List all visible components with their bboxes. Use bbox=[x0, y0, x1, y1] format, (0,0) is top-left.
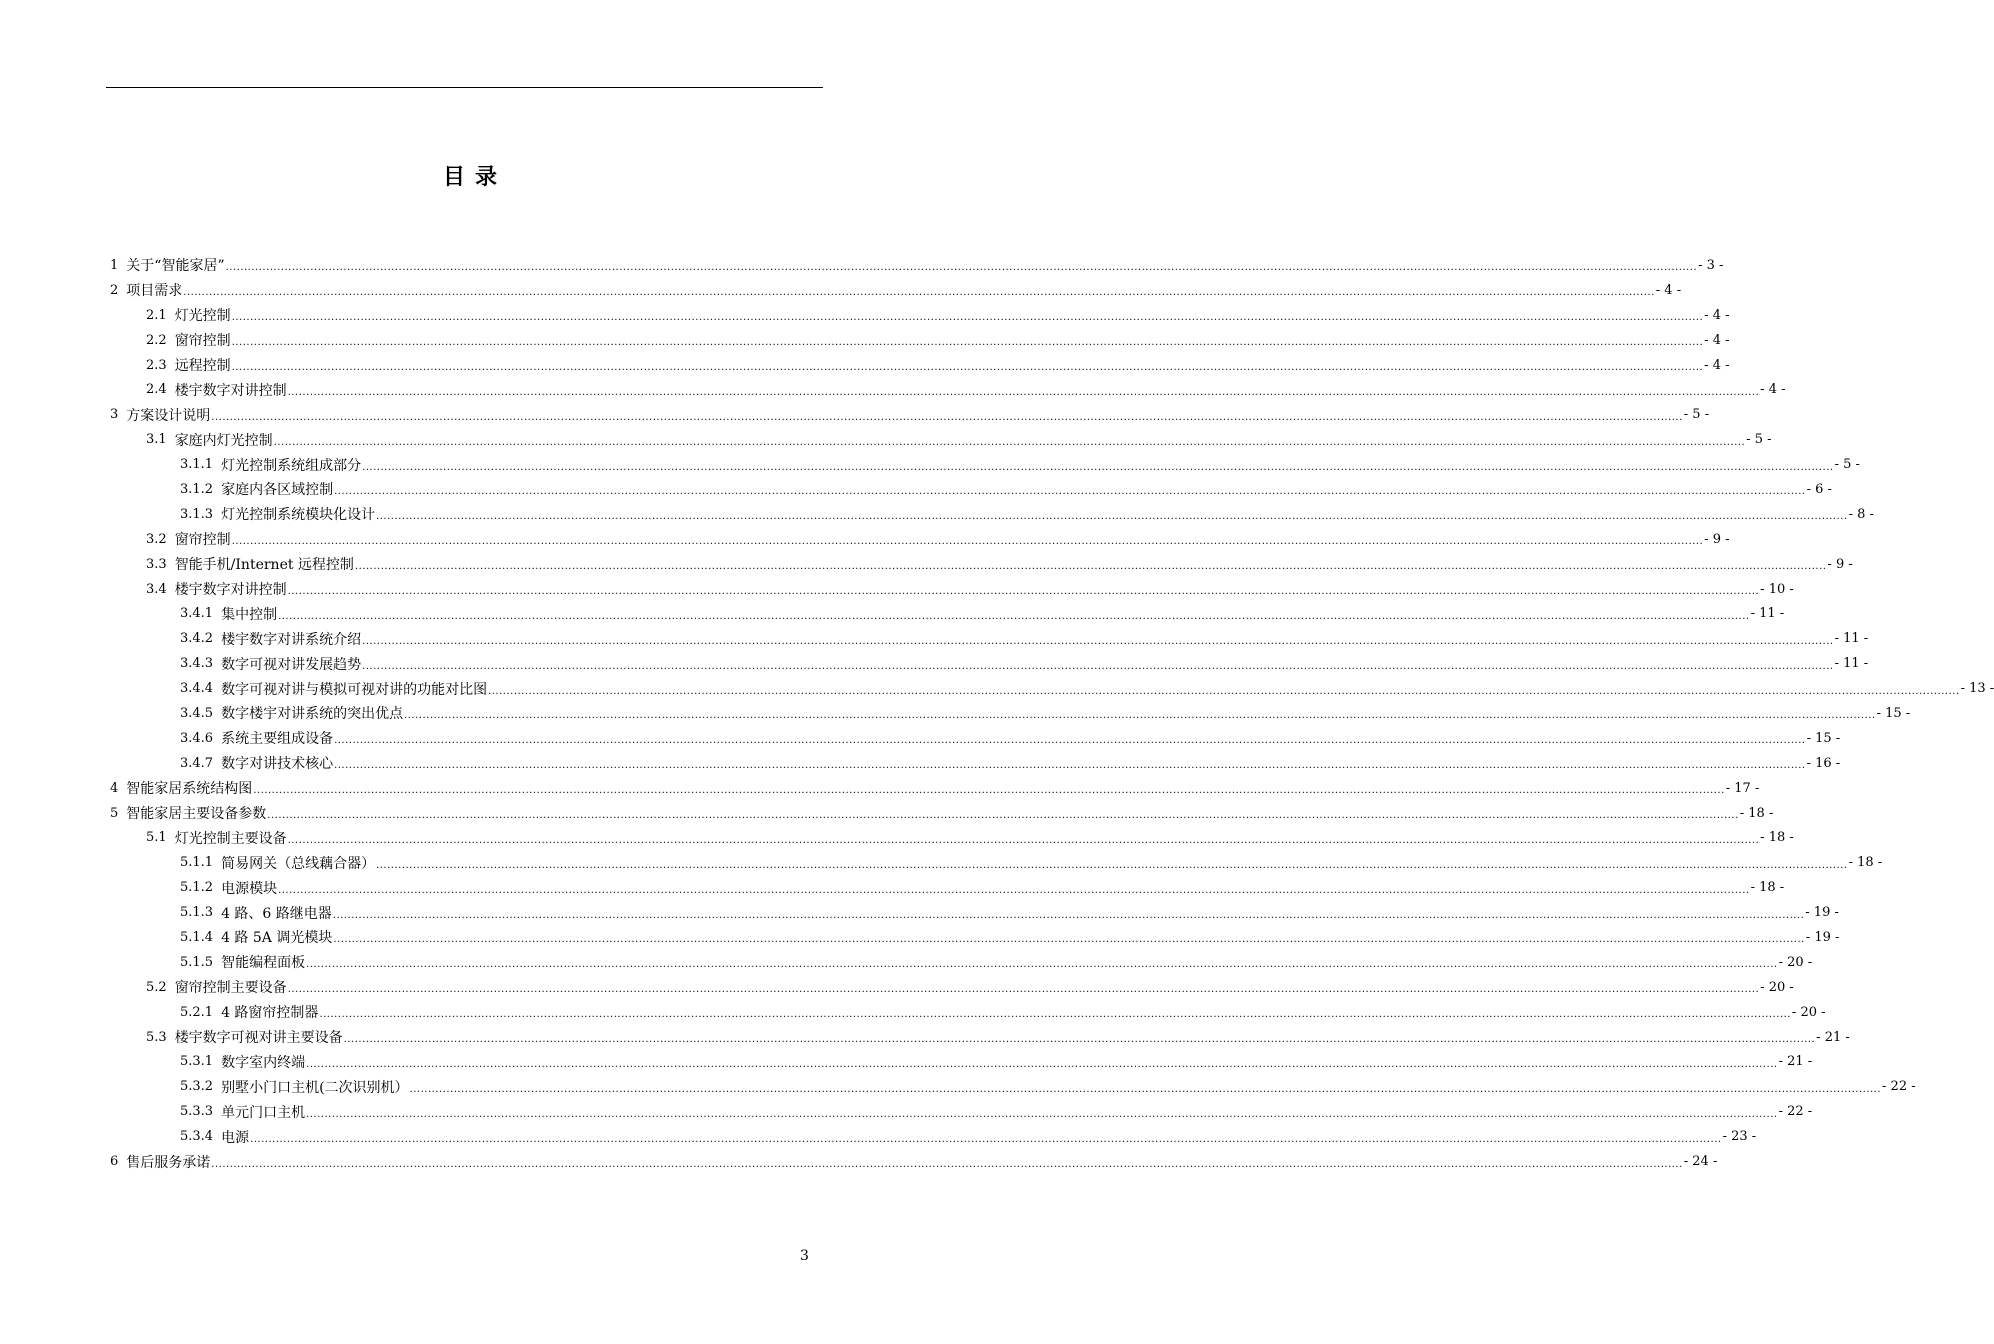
toc-entry[interactable] bbox=[110, 776, 1760, 801]
toc-entry-page: - 5 - bbox=[1746, 432, 1772, 448]
toc-dot-leader: ................................................................................................................................................................................................................................................................................................................................................................................................................ bbox=[287, 834, 1760, 846]
toc-entry-title: 数字室内终端 bbox=[221, 1054, 306, 1071]
toc-entry-page: - 18 - bbox=[1848, 855, 1883, 871]
toc-entry-number: 3.1.3 bbox=[180, 506, 214, 522]
toc-entry[interactable] bbox=[110, 975, 1794, 1000]
toc-entry-title: 4 路、6 路继电器 bbox=[221, 905, 332, 922]
toc-entry-page: - 20 - bbox=[1760, 979, 1794, 995]
toc-entry-title: 灯光控制系统模块化设计 bbox=[221, 507, 376, 524]
toc-dot-leader: ................................................................................................................................................................................................................................................................................................................................................................................................................ bbox=[287, 386, 1760, 398]
toc-entry-number: 5.3.3 bbox=[180, 1104, 214, 1120]
toc-entry[interactable] bbox=[110, 278, 1682, 303]
toc-entry-page: - 4 - bbox=[1655, 282, 1682, 298]
toc-entry[interactable] bbox=[110, 726, 1841, 751]
toc-entry-number: 2.4 bbox=[146, 382, 167, 398]
toc-entry-number: 3 bbox=[110, 407, 119, 423]
toc-entry[interactable] bbox=[110, 801, 1774, 826]
toc-dot-leader: ................................................................................................................................................................................................................................................................................................................................................................................................................ bbox=[319, 1009, 1791, 1021]
toc-entry-title: 窗帘控制 bbox=[174, 532, 231, 549]
toc-entry-page: - 19 - bbox=[1805, 929, 1840, 945]
toc-dot-leader: ................................................................................................................................................................................................................................................................................................................................................................................................................ bbox=[278, 610, 1750, 622]
toc-entry[interactable] bbox=[110, 1050, 1813, 1075]
toc-dot-leader: ................................................................................................................................................................................................................................................................................................................................................................................................................ bbox=[376, 859, 1848, 871]
toc-dot-leader: ................................................................................................................................................................................................................................................................................................................................................................................................................ bbox=[376, 511, 1848, 523]
toc-entry-title: 数字可视对讲与模拟可视对讲的功能对比图 bbox=[221, 681, 488, 698]
toc-entry-title: 家庭内各区域控制 bbox=[221, 482, 334, 499]
toc-entry-title: 4 路 5A 调光模块 bbox=[221, 930, 333, 947]
toc-entry-page: - 23 - bbox=[1722, 1129, 1757, 1145]
toc-entry-title: 楼宇数字对讲系统介绍 bbox=[221, 631, 362, 648]
toc-dot-leader: ................................................................................................................................................................................................................................................................................................................................................................................................................ bbox=[334, 486, 1806, 498]
toc-entry[interactable] bbox=[110, 900, 1839, 925]
toc-dot-leader: ................................................................................................................................................................................................................................................................................................................................................................................................................ bbox=[253, 785, 1725, 797]
toc-entry-page: - 16 - bbox=[1806, 755, 1841, 771]
toc-entry[interactable] bbox=[110, 651, 1869, 676]
toc-entry[interactable] bbox=[110, 477, 1832, 502]
toc-entry-title: 灯光控制系统组成部分 bbox=[221, 457, 362, 474]
toc-entry[interactable] bbox=[110, 452, 1860, 477]
toc-dot-leader: ................................................................................................................................................................................................................................................................................................................................................................................................................ bbox=[211, 411, 1683, 423]
toc-dot-leader: ................................................................................................................................................................................................................................................................................................................................................................................................................ bbox=[332, 909, 1805, 921]
toc-entry-title: 数字对讲技术核心 bbox=[221, 756, 334, 773]
toc-entry-title: 远程控制 bbox=[174, 358, 231, 374]
toc-entry-number: 3.3 bbox=[146, 556, 167, 572]
toc-entry-number: 5.2 bbox=[146, 979, 167, 995]
toc-dot-leader: ................................................................................................................................................................................................................................................................................................................................................................................................................ bbox=[183, 287, 1655, 299]
toc-entry-number: 4 bbox=[110, 780, 119, 796]
toc-dot-leader: ................................................................................................................................................................................................................................................................................................................................................................................................................ bbox=[231, 312, 1704, 324]
toc-entry[interactable] bbox=[110, 1124, 1757, 1149]
toc-entry-title: 楼宇数字对讲控制 bbox=[174, 382, 287, 399]
toc-entry-number: 5.1.2 bbox=[180, 880, 214, 896]
toc-entry[interactable] bbox=[110, 701, 1911, 726]
page-title: 目录 bbox=[442, 165, 507, 190]
toc-dot-leader: ................................................................................................................................................................................................................................................................................................................................................................................................................ bbox=[334, 760, 1806, 772]
toc-dot-leader: ................................................................................................................................................................................................................................................................................................................................................................................................................ bbox=[354, 561, 1827, 573]
toc-entry-page: - 22 - bbox=[1882, 1079, 1916, 1095]
toc-dot-leader: ................................................................................................................................................................................................................................................................................................................................................................................................................ bbox=[333, 934, 1805, 946]
toc-entry-title: 电源 bbox=[221, 1129, 250, 1146]
toc-dot-leader: ................................................................................................................................................................................................................................................................................................................................................................................................................ bbox=[306, 1058, 1778, 1070]
table-of-contents bbox=[110, 253, 1994, 1174]
toc-entry-number: 5.3.1 bbox=[180, 1054, 214, 1070]
toc-entry[interactable] bbox=[110, 1000, 1826, 1025]
toc-entry-page: - 18 - bbox=[1739, 805, 1774, 821]
toc-dot-leader: ................................................................................................................................................................................................................................................................................................................................................................................................................ bbox=[231, 337, 1704, 349]
toc-entry-page: - 4 - bbox=[1704, 332, 1730, 348]
toc-entry-page: - 24 - bbox=[1683, 1154, 1718, 1169]
toc-entry-page: - 5 - bbox=[1834, 457, 1860, 473]
toc-entry-title: 楼宇数字对讲控制 bbox=[174, 582, 287, 599]
toc-entry-page: - 4 - bbox=[1704, 307, 1730, 323]
toc-entry-number: 5.3 bbox=[146, 1029, 167, 1045]
toc-dot-leader: ................................................................................................................................................................................................................................................................................................................................................................................................................ bbox=[278, 884, 1750, 896]
toc-entry-number: 3.4.7 bbox=[180, 755, 214, 771]
toc-entry-page: - 8 - bbox=[1848, 506, 1874, 522]
toc-entry-page: - 15 - bbox=[1806, 730, 1841, 746]
toc-dot-leader: ................................................................................................................................................................................................................................................................................................................................................................................................................ bbox=[362, 635, 1834, 647]
toc-entry[interactable] bbox=[110, 850, 1883, 875]
toc-entry-number: 2 bbox=[110, 282, 119, 298]
toc-entry-page: - 21 - bbox=[1778, 1054, 1813, 1070]
toc-entry[interactable] bbox=[110, 427, 1772, 452]
toc-dot-leader: ................................................................................................................................................................................................................................................................................................................................................................................................................ bbox=[306, 1108, 1778, 1120]
toc-entry[interactable] bbox=[110, 253, 1724, 278]
toc-entry-number: 3.4.5 bbox=[180, 705, 214, 721]
toc-entry-page: - 20 - bbox=[1791, 1004, 1826, 1020]
toc-entry-number: 3.2 bbox=[146, 531, 167, 547]
toc-entry[interactable] bbox=[110, 328, 1730, 353]
toc-entry-title: 智能家居系统结构图 bbox=[126, 781, 253, 798]
toc-entry[interactable] bbox=[110, 377, 1786, 402]
toc-entry-page: - 19 - bbox=[1805, 905, 1839, 921]
toc-entry[interactable] bbox=[110, 626, 1869, 651]
toc-entry-title: 4 路窗帘控制器 bbox=[221, 1005, 319, 1022]
toc-entry[interactable] bbox=[110, 925, 1840, 950]
toc-dot-leader: ................................................................................................................................................................................................................................................................................................................................................................................................................ bbox=[306, 959, 1778, 971]
toc-entry-number: 5.1.3 bbox=[180, 905, 214, 921]
toc-entry-number: 3.4.3 bbox=[180, 656, 214, 672]
toc-entry-page: - 11 - bbox=[1834, 631, 1869, 647]
toc-dot-leader: ................................................................................................................................................................................................................................................................................................................................................................................................................ bbox=[362, 461, 1834, 473]
toc-entry-title: 家庭内灯光控制 bbox=[174, 432, 273, 449]
toc-entry-title: 数字可视对讲发展趋势 bbox=[221, 656, 362, 673]
toc-entry-title: 方案设计说明 bbox=[126, 407, 211, 424]
toc-entry-page: - 9 - bbox=[1827, 556, 1853, 572]
toc-entry-title: 灯光控制 bbox=[174, 308, 231, 325]
toc-dot-leader: ................................................................................................................................................................................................................................................................................................................................................................................................................ bbox=[231, 536, 1704, 548]
page-number: 3 bbox=[800, 1248, 809, 1264]
toc-entry[interactable] bbox=[110, 1149, 1718, 1174]
toc-entry[interactable] bbox=[110, 402, 1710, 427]
toc-entry-number: 2.3 bbox=[146, 357, 167, 373]
toc-dot-leader: ................................................................................................................................................................................................................................................................................................................................................................................................................ bbox=[343, 1034, 1816, 1046]
toc-entry-number: 5.1.5 bbox=[180, 954, 214, 970]
toc-entry[interactable] bbox=[110, 353, 1730, 378]
toc-dot-leader: ................................................................................................................................................................................................................................................................................................................................................................................................................ bbox=[287, 586, 1760, 598]
toc-entry[interactable] bbox=[110, 950, 1813, 975]
toc-entry-page: - 10 - bbox=[1760, 581, 1794, 597]
toc-entry[interactable] bbox=[110, 1099, 1813, 1124]
toc-entry-title: 售后服务承诺 bbox=[126, 1154, 211, 1171]
toc-entry-page: - 18 - bbox=[1750, 880, 1785, 896]
toc-entry-number: 2.1 bbox=[146, 307, 167, 323]
toc-entry-number: 5.3.4 bbox=[180, 1129, 214, 1145]
toc-entry-page: - 21 - bbox=[1816, 1029, 1850, 1045]
toc-entry-page: - 20 - bbox=[1778, 954, 1813, 970]
toc-entry-page: - 4 - bbox=[1760, 382, 1786, 398]
toc-entry[interactable] bbox=[110, 1025, 1850, 1050]
toc-entry-number: 1 bbox=[110, 257, 119, 273]
toc-entry[interactable] bbox=[110, 825, 1794, 850]
toc-dot-leader: ................................................................................................................................................................................................................................................................................................................................................................................................................ bbox=[250, 1133, 1722, 1145]
toc-entry-page: - 9 - bbox=[1704, 531, 1730, 547]
toc-entry-number: 5.3.2 bbox=[180, 1079, 214, 1095]
toc-entry-number: 5.1 bbox=[146, 830, 167, 846]
toc-dot-leader: ................................................................................................................................................................................................................................................................................................................................................................................................................ bbox=[231, 362, 1704, 373]
toc-entry-title: 智能编程面板 bbox=[221, 955, 306, 972]
toc-entry-page: - 3 - bbox=[1698, 257, 1724, 273]
toc-entry-title: 单元门口主机 bbox=[221, 1104, 306, 1121]
toc-entry[interactable] bbox=[110, 1074, 1916, 1099]
toc-dot-leader: ................................................................................................................................................................................................................................................................................................................................................................................................................ bbox=[225, 262, 1698, 274]
toc-entry-page: - 22 - bbox=[1778, 1104, 1813, 1120]
toc-entry-number: 5 bbox=[110, 805, 119, 821]
toc-entry-page: - 5 - bbox=[1683, 407, 1710, 423]
toc-dot-leader: ................................................................................................................................................................................................................................................................................................................................................................................................................ bbox=[267, 810, 1739, 822]
toc-dot-leader: ................................................................................................................................................................................................................................................................................................................................................................................................................ bbox=[409, 1083, 1882, 1095]
toc-entry[interactable] bbox=[110, 601, 1785, 626]
toc-entry-title: 智能手机/Internet 远程控制 bbox=[174, 557, 354, 574]
toc-dot-leader: ................................................................................................................................................................................................................................................................................................................................................................................................................ bbox=[334, 735, 1806, 747]
toc-entry[interactable] bbox=[110, 303, 1730, 328]
toc-entry[interactable] bbox=[110, 751, 1841, 776]
toc-entry[interactable] bbox=[110, 502, 1874, 527]
toc-entry-page: - 17 - bbox=[1725, 780, 1760, 796]
toc-entry-title: 灯光控制主要设备 bbox=[174, 830, 287, 847]
toc-entry-title: 智能家居主要设备参数 bbox=[126, 806, 267, 823]
toc-dot-leader: ................................................................................................................................................................................................................................................................................................................................................................................................................ bbox=[488, 685, 1960, 697]
toc-entry-title: 关于“智能家居” bbox=[126, 258, 225, 275]
toc-dot-leader: ................................................................................................................................................................................................................................................................................................................................................................................................................ bbox=[287, 984, 1760, 996]
toc-entry[interactable] bbox=[110, 875, 1785, 900]
toc-entry-page: - 15 - bbox=[1876, 705, 1911, 721]
toc-entry[interactable] bbox=[110, 676, 1994, 701]
toc-entry-number: 5.2.1 bbox=[180, 1004, 214, 1020]
toc-entry-number: 3.4.1 bbox=[180, 606, 214, 622]
toc-entry-title: 窗帘控制 bbox=[174, 333, 231, 350]
toc-dot-leader: ................................................................................................................................................................................................................................................................................................................................................................................................................ bbox=[211, 1158, 1683, 1170]
header-rule bbox=[106, 87, 823, 88]
toc-entry-number: 3.1 bbox=[146, 432, 167, 448]
toc-entry-number: 3.1.2 bbox=[180, 481, 214, 497]
toc-entry-number: 6 bbox=[110, 1154, 119, 1169]
toc-entry-number: 3.4.6 bbox=[180, 730, 214, 746]
toc-entry-title: 项目需求 bbox=[126, 283, 183, 300]
toc-entry-title: 别墅小门口主机(二次识别机） bbox=[221, 1079, 409, 1096]
toc-entry[interactable] bbox=[110, 552, 1853, 577]
toc-entry-page: - 4 - bbox=[1704, 357, 1730, 373]
toc-dot-leader: ................................................................................................................................................................................................................................................................................................................................................................................................................ bbox=[273, 436, 1746, 448]
toc-entry[interactable] bbox=[110, 527, 1730, 552]
toc-entry-title: 数字楼宇对讲系统的突出优点 bbox=[221, 706, 404, 723]
toc-entry-number: 3.1.1 bbox=[180, 457, 214, 473]
toc-entry-title: 系统主要组成设备 bbox=[221, 731, 334, 748]
toc-entry-number: 3.4 bbox=[146, 581, 167, 597]
toc-dot-leader: ................................................................................................................................................................................................................................................................................................................................................................................................................ bbox=[404, 710, 1876, 722]
toc-entry-number: 3.4.2 bbox=[180, 631, 214, 647]
toc-entry-title: 集中控制 bbox=[221, 606, 278, 623]
toc-entry-page: - 11 - bbox=[1834, 656, 1869, 672]
toc-entry-page: - 18 - bbox=[1760, 830, 1794, 846]
toc-dot-leader: ................................................................................................................................................................................................................................................................................................................................................................................................................ bbox=[362, 660, 1834, 672]
toc-entry-number: 3.4.4 bbox=[180, 681, 214, 697]
toc-entry-number: 5.1.4 bbox=[180, 929, 214, 945]
toc-entry-page: - 11 - bbox=[1750, 606, 1785, 622]
toc-entry-title: 楼宇数字可视对讲主要设备 bbox=[174, 1030, 343, 1047]
toc-entry-page: - 13 - bbox=[1960, 681, 1994, 697]
toc-entry-title: 窗帘控制主要设备 bbox=[174, 980, 287, 997]
toc-entry-title: 电源模块 bbox=[221, 880, 278, 897]
toc-entry-number: 5.1.1 bbox=[180, 855, 214, 871]
toc-entry-title: 简易网关（总线藕合器） bbox=[221, 855, 376, 872]
toc-entry[interactable] bbox=[110, 577, 1794, 602]
toc-entry-number: 2.2 bbox=[146, 332, 167, 348]
toc-entry-page: - 6 - bbox=[1806, 481, 1832, 497]
